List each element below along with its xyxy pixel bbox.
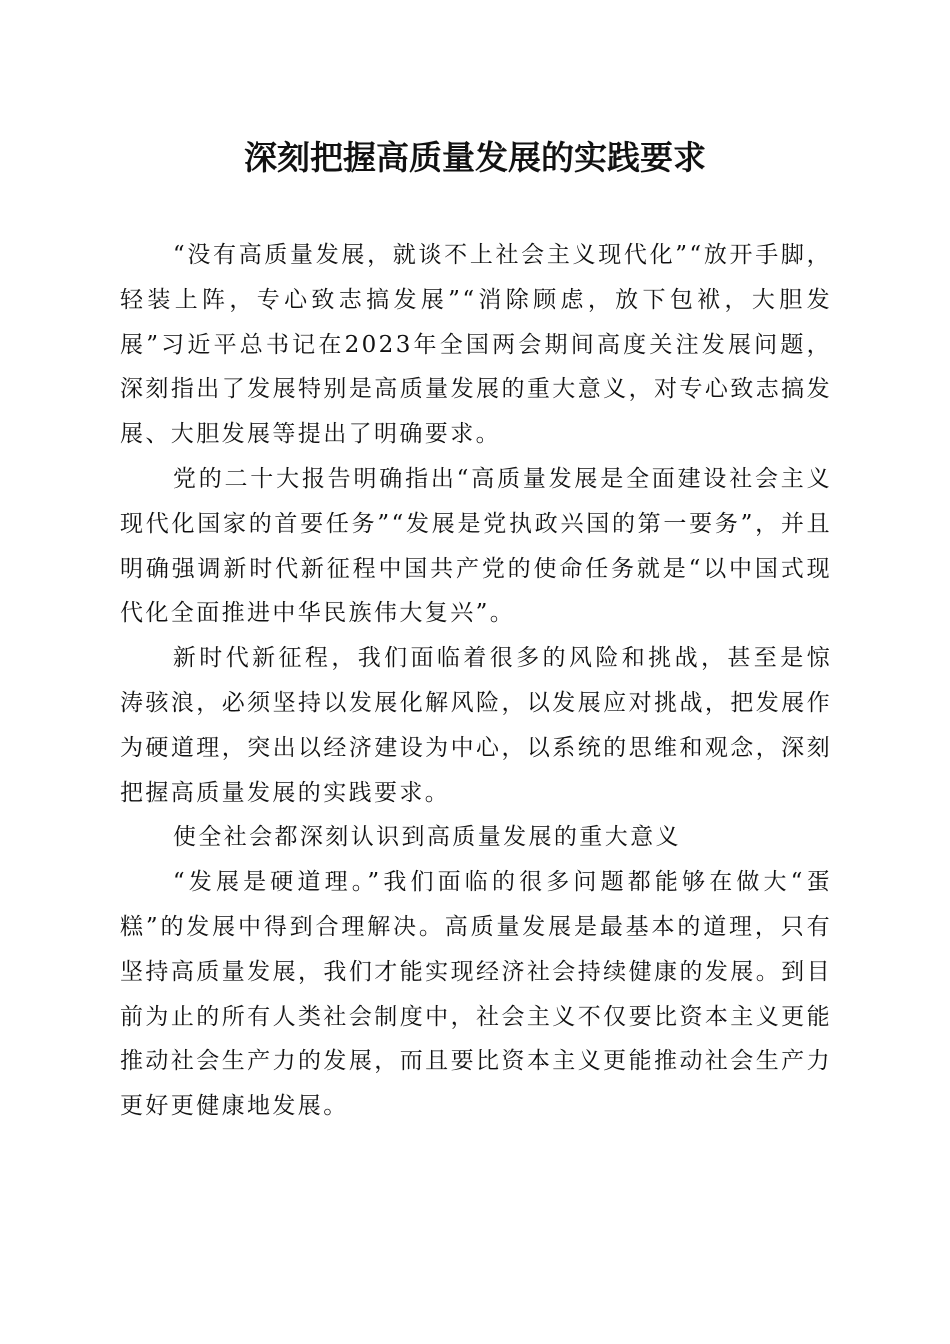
section-heading: 使全社会都深刻认识到高质量发展的重大意义 (172, 824, 681, 851)
document-title: 深刻把握高质量发展的实践要求 (244, 138, 706, 177)
paragraph: “没有高质量发展，就谈不上社会主义现代化”“放开手脚，轻装上阵，专心致志搞发展”“消除顾虑，放下包袱，大胆发展”习近平总书记在2023年全国两会期间高度关注发展问题，深刻指出了发展特别是高质量发展的重大意义，对专心致志搞发展、大胆发展等提出了明确要求。 (120, 242, 832, 448)
document-body (120, 233, 832, 1129)
paragraph: 新时代新征程，我们面临着很多的风险和挑战，甚至是惊涛骇浪，必须坚持以发展化解风险，以发展应对挑战，把发展作为硬道理，突出以经济建设为中心，以系统的思维和观念，深刻把握高质量发展的实践要求。 (120, 645, 832, 806)
paragraph: 党的二十大报告明确指出“高质量发展是全面建设社会主义现代化国家的首要任务”“发展是党执政兴国的第一要务”，并且明确强调新时代新征程中国共产党的使命任务就是“以中国式现代化全面推进中华民族伟大复兴”。 (120, 465, 832, 627)
paragraph: “发展是硬道理。”我们面临的很多问题都能够在做大“蛋糕”的发展中得到合理解决。高质量发展是最基本的道理，只有坚持高质量发展，我们才能实现经济社会持续健康的发展。到目前为止的所有人类社会制度中，社会主义不仅要比资本主义更能推动社会生产力的发展，而且要比资本主义更能推动社会生产力更好更健康地发展。 (120, 869, 832, 1120)
